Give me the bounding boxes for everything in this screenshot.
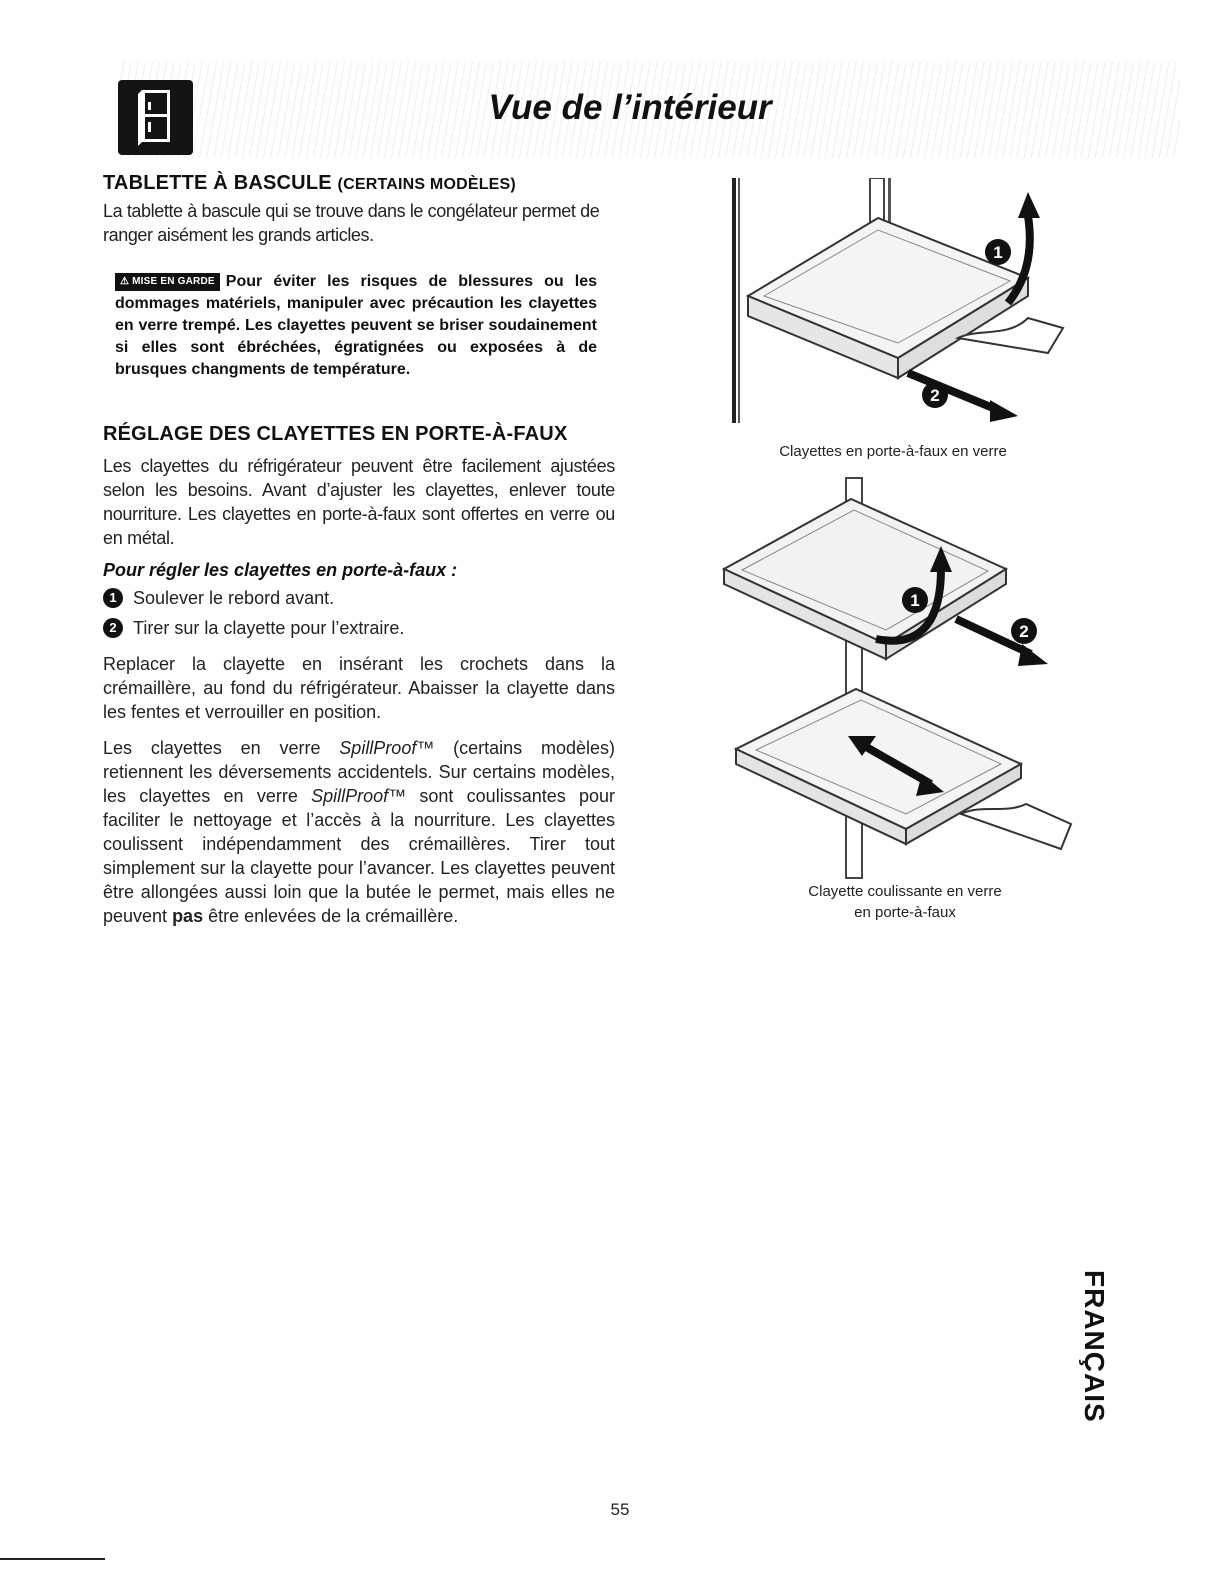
heading-main: TABLETTE À BASCULE bbox=[103, 172, 332, 194]
spillproof-paragraph bbox=[103, 736, 615, 928]
svg-text:2: 2 bbox=[1019, 622, 1029, 641]
spill-text-3: sont coulissantes pour faciliter le nettoyage et l’accès à la nourriture. Les clayettes coulissent indépendamment des crémaillères. Tirer tout simplement sur la clayette pour l’avancer. Les clayettes peuvent être allongées aussi loin que la butée le permet, mais elles ne peuvent bbox=[103, 786, 616, 926]
section-tablette bbox=[103, 171, 615, 247]
spillproof-brand: SpillProof™ bbox=[339, 738, 435, 758]
page-title: Vue de l’intérieur bbox=[488, 88, 772, 127]
replace-paragraph: Replacer la clayette en insérant les crochets dans la crémaillère, au fond du réfrigérateur. Abaisser la clayette dans les fentes et verrouiller en position. bbox=[103, 654, 615, 722]
warning-box bbox=[115, 271, 597, 381]
sliding-shelf-illustration bbox=[716, 474, 1088, 879]
tablette-description: La tablette à bascule qui se trouve dans le congélateur permet de ranger aisément les grands articles. bbox=[103, 201, 600, 245]
spill-bold: pas bbox=[172, 906, 204, 926]
callout-2 bbox=[922, 382, 948, 408]
step-number-badge: 1 bbox=[103, 588, 123, 608]
svg-text:1: 1 bbox=[993, 243, 1003, 262]
svg-text:2: 2 bbox=[930, 386, 940, 405]
callout-1 bbox=[985, 239, 1011, 265]
warning-icon: ⚠ bbox=[120, 276, 130, 287]
reglage-subheading: Pour régler les clayettes en porte-à-faux : bbox=[103, 560, 458, 580]
spill-text-1: Les clayettes en verre bbox=[103, 738, 340, 758]
section-heading-reglage: RÉGLAGE DES CLAYETTES EN PORTE-À-FAUX bbox=[103, 423, 568, 445]
step-text: Tirer sur la clayette pour l’extraire. bbox=[133, 618, 405, 638]
svg-text:1: 1 bbox=[910, 591, 920, 610]
warning-badge-label: MISE EN GARDE bbox=[132, 276, 215, 287]
spillproof-brand: SpillProof™ bbox=[311, 786, 407, 806]
footer-rule bbox=[0, 1558, 105, 1560]
page-number: 55 bbox=[610, 1500, 630, 1519]
cantilever-shelf-illustration bbox=[728, 178, 1083, 436]
callout-2 bbox=[1011, 618, 1037, 644]
spill-text-2: (certains modèles) retiennent les déversements accidentels. Sur certains modèles, les clayettes en verre bbox=[103, 738, 615, 806]
step-item bbox=[103, 616, 615, 640]
refrigerator-icon bbox=[118, 80, 193, 155]
warning-badge bbox=[115, 273, 220, 291]
figure-caption-1: Clayettes en porte-à-faux en verre bbox=[779, 443, 1007, 460]
step-text: Soulever le rebord avant. bbox=[133, 588, 335, 608]
figure-caption-2-line1: Clayette coulissante en verre bbox=[808, 883, 1002, 900]
section-reglage bbox=[103, 422, 615, 928]
warning-text: Pour éviter les risques de blessures ou les dommages matériels, manipuler avec précaution les clayettes en verre trempé. Les clayettes peuvent se briser soudainement si elles sont ébréchées, égratignées ou exposées à de brusques changments de température. bbox=[115, 273, 597, 378]
spill-text-4: être enlevées de la crémaillère. bbox=[203, 906, 459, 926]
figure-caption-2-line2: en porte-à-faux bbox=[854, 904, 956, 921]
reglage-intro: Les clayettes du réfrigérateur peuvent être facilement ajustées selon les besoins. Avant d’ajuster les clayettes, enlever toute nourriture. Les clayettes en porte-à-faux sont offertes en verre ou en métal. bbox=[103, 456, 615, 548]
step-number-badge: 2 bbox=[103, 618, 123, 638]
figure-caption-2 bbox=[740, 881, 1070, 923]
section-heading-tablette bbox=[103, 171, 615, 197]
language-side-label: FRANÇAIS bbox=[1079, 1270, 1110, 1423]
step-item bbox=[103, 586, 615, 610]
heading-sub: (CERTAINS MODÈLES) bbox=[337, 176, 516, 193]
callout-1 bbox=[902, 587, 928, 613]
